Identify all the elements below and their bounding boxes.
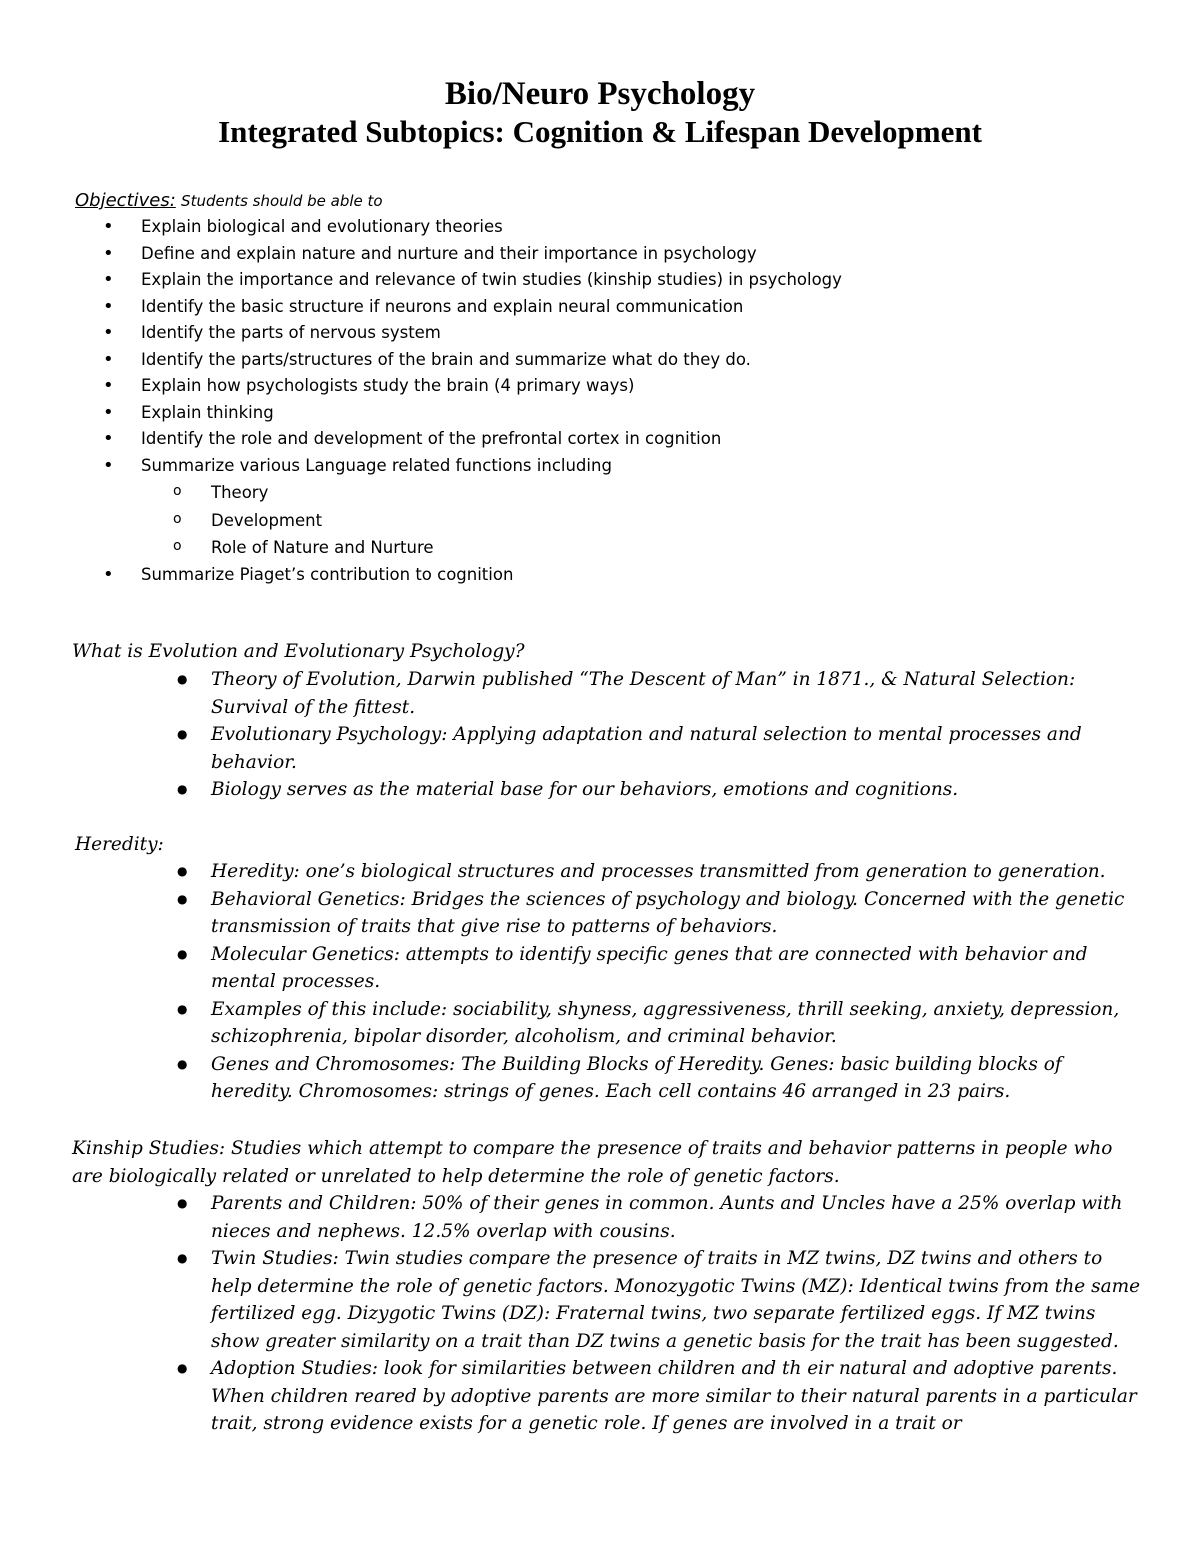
list-item: ● Biology serves as the material base for our behaviors, emotions and cognitions.: [72, 776, 1147, 804]
kinship-heading: Kinship Studies: Studies which attempt to compare the presence of traits and behavior patterns in people who are biologically related or unrelated to help determine the role of genetic factors.: [72, 1138, 1113, 1187]
list-item: ● Parents and Children: 50% of their genes in common. Aunts and Uncles have a 25% overlap with nieces and nephews. 12.5% overlap with cousins.: [72, 1190, 1147, 1245]
list-item: • Explain how psychologists study the brain (4 primary ways): [75, 373, 1125, 400]
list-item: • Explain the importance and relevance of twin studies (kinship studies) in psychology: [75, 267, 1125, 294]
list-item: • Summarize Piaget’s contribution to cognition: [75, 562, 1125, 589]
list-item: ● Examples of this include: sociability, shyness, aggressiveness, thrill seeking, anxiety, depression, schizophrenia, bipolar disorder, alcoholism, and criminal behavior.: [72, 996, 1147, 1051]
evolution-heading: What is Evolution and Evolutionary Psychology?: [72, 641, 525, 662]
list-item: ● Adoption Studies: look for similarities between children and th eir natural and adoptive parents. When children reared by adoptive parents are more similar to their natural parents in a particular trait, strong evidence exists for a genetic role. If genes are involved in a trait or: [72, 1355, 1147, 1438]
evolution-list: [72, 666, 1147, 804]
list-item: ● Heredity: one’s biological structures and processes transmitted from generation to generation.: [72, 858, 1147, 886]
list-item: • Identify the role and development of the prefrontal cortex in cognition: [75, 426, 1125, 453]
list-item: • Define and explain nature and nurture and their importance in psychology: [75, 241, 1125, 268]
objectives-section: [75, 188, 1125, 588]
list-item: • Identify the parts of nervous system: [75, 320, 1125, 347]
list-item: ● Evolutionary Psychology: Applying adaptation and natural selection to mental processes and behavior.: [72, 721, 1147, 776]
objectives-sublist: [75, 479, 1125, 562]
objectives-heading: [75, 188, 1125, 214]
list-item: ● Genes and Chromosomes: The Building Blocks of Heredity. Genes: basic building blocks of heredity. Chromosomes: strings of genes. Each cell contains 46 arranged in 23 pairs.: [72, 1051, 1147, 1106]
page-subtitle: Integrated Subtopics: Cognition & Lifespan Development: [218, 114, 982, 149]
list-item: • Identify the parts/structures of the brain and summarize what do they do.: [75, 347, 1125, 374]
list-item: • Explain biological and evolutionary theories: [75, 214, 1125, 241]
list-item: ● Molecular Genetics: attempts to identify specific genes that are connected with behavior and mental processes.: [72, 941, 1147, 996]
objectives-list: [75, 214, 1125, 479]
kinship-list: [72, 1190, 1147, 1438]
list-item: ● Twin Studies: Twin studies compare the presence of traits in MZ twins, DZ twins and others to help determine the role of genetic factors. Monozygotic Twins (MZ): Identical twins from the same fertilized egg. Dizygotic Twins (DZ): Fraternal twins, two separate fertilized eggs. If MZ twins show greater similarity on a trait than DZ twins a genetic basis for the trait has been suggested.: [72, 1245, 1147, 1355]
list-item: ● Theory of Evolution, Darwin published “The Descent of Man” in 1871., & Natural Selection: Survival of the fittest.: [72, 666, 1147, 721]
objectives-lead: Students should be able to: [181, 192, 383, 210]
objectives-list-end: [75, 562, 1125, 589]
heredity-heading: Heredity:: [75, 834, 164, 855]
objectives-label: Objectives:: [75, 190, 176, 211]
sub-list-item: o Theory: [75, 479, 1125, 507]
list-item: • Summarize various Language related functions including: [75, 453, 1125, 480]
page-title: Bio/Neuro Psychology: [444, 76, 756, 112]
list-item: • Explain thinking: [75, 400, 1125, 427]
list-item: ● Behavioral Genetics: Bridges the sciences of psychology and biology. Concerned with the genetic transmission of traits that give rise to patterns of behaviors.: [72, 886, 1147, 941]
sub-list-item: o Development: [75, 507, 1125, 535]
heredity-list: [72, 858, 1147, 1106]
list-item: • Identify the basic structure if neurons and explain neural communication: [75, 294, 1125, 321]
sub-list-item: o Role of Nature and Nurture: [75, 534, 1125, 562]
